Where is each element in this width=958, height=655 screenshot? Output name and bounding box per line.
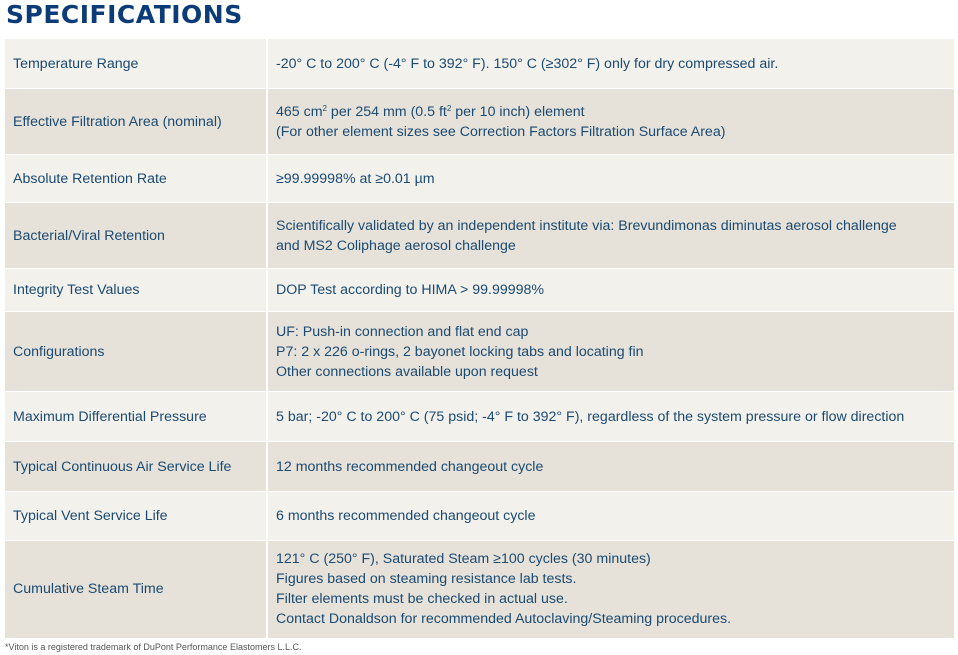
spec-label: Absolute Retention Rate	[5, 155, 267, 203]
page-title: SPECIFICATIONS	[6, 0, 243, 29]
spec-value	[267, 155, 954, 203]
spec-label: Temperature Range	[5, 39, 267, 89]
table-row	[5, 155, 954, 203]
spec-value-line: Scientifically validated by an independent institute via: Brevundimonas diminutas aerosol challenge	[276, 217, 897, 234]
spec-value-line: P7: 2 x 226 o-rings, 2 bayonet locking tabs and locating fin	[276, 343, 644, 360]
spec-value	[267, 442, 954, 492]
spec-value-line: Filter elements must be checked in actual use.	[276, 591, 568, 608]
table-row	[5, 39, 954, 89]
spec-label: Typical Vent Service Life	[5, 492, 267, 541]
spec-value-line: Other connections available upon request	[276, 363, 538, 380]
spec-label: Effective Filtration Area (nominal)	[5, 89, 267, 155]
spec-label: Typical Continuous Air Service Life	[5, 442, 267, 492]
spec-value	[267, 203, 954, 269]
spec-value-line: ≥99.99998% at ≥0.01 µm	[276, 170, 435, 187]
spec-value-line: Contact Donaldson for recommended Autoclaving/Steaming procedures.	[276, 611, 732, 628]
spec-value-line: Figures based on steaming resistance lab tests.	[276, 571, 577, 588]
area-metric-text: 465 cm	[276, 103, 323, 120]
specifications-table	[5, 38, 954, 638]
table-row	[5, 492, 954, 541]
area-element-text: per 10 inch) element	[451, 103, 585, 120]
spec-label: Maximum Differential Pressure	[5, 392, 267, 442]
table-row	[5, 89, 954, 155]
spec-value	[267, 89, 954, 155]
spec-value-line: UF: Push-in connection and flat end cap	[276, 323, 529, 340]
table-row	[5, 269, 954, 312]
superscript: 2	[322, 103, 327, 113]
spec-value-line: and MS2 Coliphage aerosol challenge	[276, 237, 516, 254]
table-row	[5, 392, 954, 442]
spec-value	[267, 541, 954, 638]
spec-label: Configurations	[5, 312, 267, 392]
spec-label: Bacterial/Viral Retention	[5, 203, 267, 269]
spec-value-line: (For other element sizes see Correction Factors Filtration Surface Area)	[276, 123, 726, 140]
spec-value-line: -20° C to 200° C (-4° F to 392° F). 150° C (≥302° F) only for dry compressed air.	[276, 55, 779, 72]
spec-value	[267, 312, 954, 392]
area-imperial-text: per 254 mm (0.5 ft	[326, 103, 447, 120]
spec-value-line: 6 months recommended changeout cycle	[276, 508, 536, 524]
spec-value-line: DOP Test according to HIMA > 99.99998%	[276, 282, 545, 298]
spec-value	[267, 492, 954, 541]
table-row	[5, 442, 954, 492]
table-row	[5, 203, 954, 269]
spec-value-line: 12 months recommended changeout cycle	[276, 458, 544, 475]
spec-value-line	[276, 102, 946, 122]
spec-value	[267, 39, 954, 89]
spec-value	[267, 269, 954, 312]
spec-label: Cumulative Steam Time	[5, 541, 267, 638]
footnote: *Viton is a registered trademark of DuPont Performance Elastomers L.L.C.	[5, 642, 302, 652]
spec-value	[267, 392, 954, 442]
spec-value-line: 5 bar; -20° C to 200° C (75 psid; -4° F to 392° F), regardless of the system pressure or flow direction	[276, 408, 905, 425]
table-row	[5, 541, 954, 638]
table-row	[5, 312, 954, 392]
superscript: 2	[446, 103, 452, 113]
spec-label: Integrity Test Values	[5, 269, 267, 312]
spec-value-line: 121° C (250° F), Saturated Steam ≥100 cycles (30 minutes)	[276, 551, 651, 568]
